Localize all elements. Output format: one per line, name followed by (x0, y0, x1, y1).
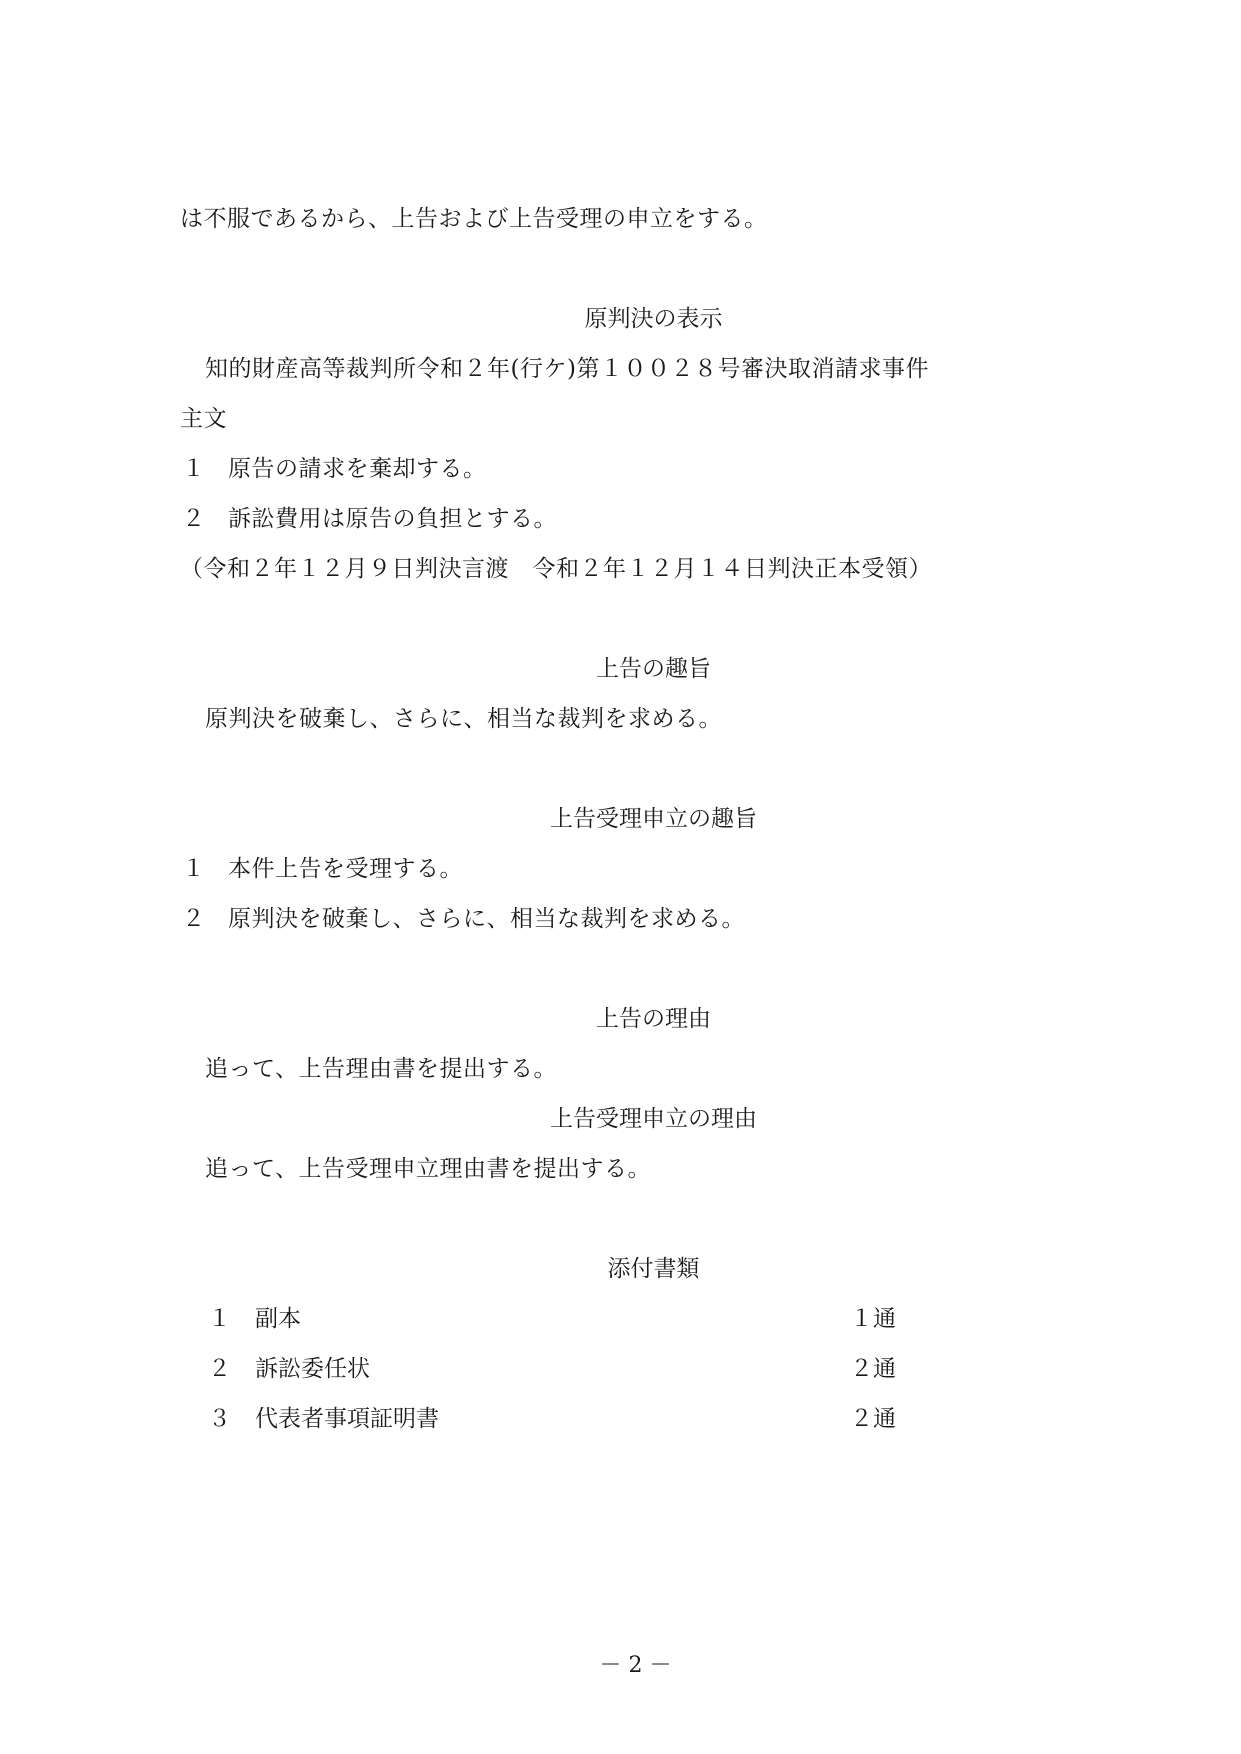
attachment-item-2-label: 訴訟委任状 (255, 1356, 370, 1382)
page-number: － 2 － (599, 1653, 672, 1678)
petition-item-1-text: 本件上告を受理する。 (228, 856, 463, 882)
judgment-item-1-text: 原告の請求を棄却する。 (228, 456, 487, 482)
attachment-item-1-number: １ (208, 1306, 231, 1332)
attachment-item-3-count: ２通 (850, 1406, 896, 1432)
judgment-item-2-text: 訴訟費用は原告の負担とする。 (228, 506, 557, 532)
petition-purpose-heading: 上告受理申立の趣旨 (550, 806, 757, 832)
attachment-item-3-number: ３ (208, 1406, 231, 1432)
petition-item-2-number: ２ (182, 906, 206, 932)
petition-item-2-text: 原判決を破棄し、さらに、相当な裁判を求める。 (228, 906, 745, 932)
appeal-reason-text: 追って、上告理由書を提出する。 (205, 1056, 558, 1082)
main-text-label: 主文 (180, 406, 227, 432)
petition-item-1-number: １ (182, 856, 206, 882)
petition-reason-heading: 上告受理申立の理由 (550, 1106, 757, 1132)
petition-reason-text: 追って、上告受理申立理由書を提出する。 (205, 1156, 652, 1182)
appeal-purpose-heading: 上告の趣旨 (596, 656, 711, 682)
attachment-item-2-number: ２ (208, 1356, 231, 1382)
original-judgment-heading: 原判決の表示 (584, 306, 723, 332)
judgment-dates: （令和２年１２月９日判決言渡 令和２年１２月１４日判決正本受領） (180, 556, 932, 582)
attachment-item-2-count: ２通 (850, 1356, 896, 1382)
case-name: 知的財産高等裁判所令和２年(行ケ)第１００２８号審決取消請求事件 (205, 356, 929, 382)
petition-item-2 (182, 908, 745, 931)
attachment-item-1-label: 副本 (255, 1306, 301, 1332)
opening-line: は不服であるから、上告および上告受理の申立をする。 (180, 206, 768, 232)
judgment-item-2 (182, 508, 557, 531)
attachments-heading: 添付書類 (607, 1256, 700, 1282)
petition-item-1 (182, 858, 463, 881)
attachment-item-1-count: １通 (850, 1306, 896, 1332)
judgment-item-1-number: １ (182, 456, 206, 482)
attachment-item-3-label: 代表者事項証明書 (255, 1406, 439, 1432)
judgment-item-2-number: ２ (182, 506, 206, 532)
appeal-reason-heading: 上告の理由 (596, 1006, 711, 1032)
judgment-item-1 (182, 458, 487, 481)
appeal-purpose-text: 原判決を破棄し、さらに、相当な裁判を求める。 (205, 706, 722, 732)
